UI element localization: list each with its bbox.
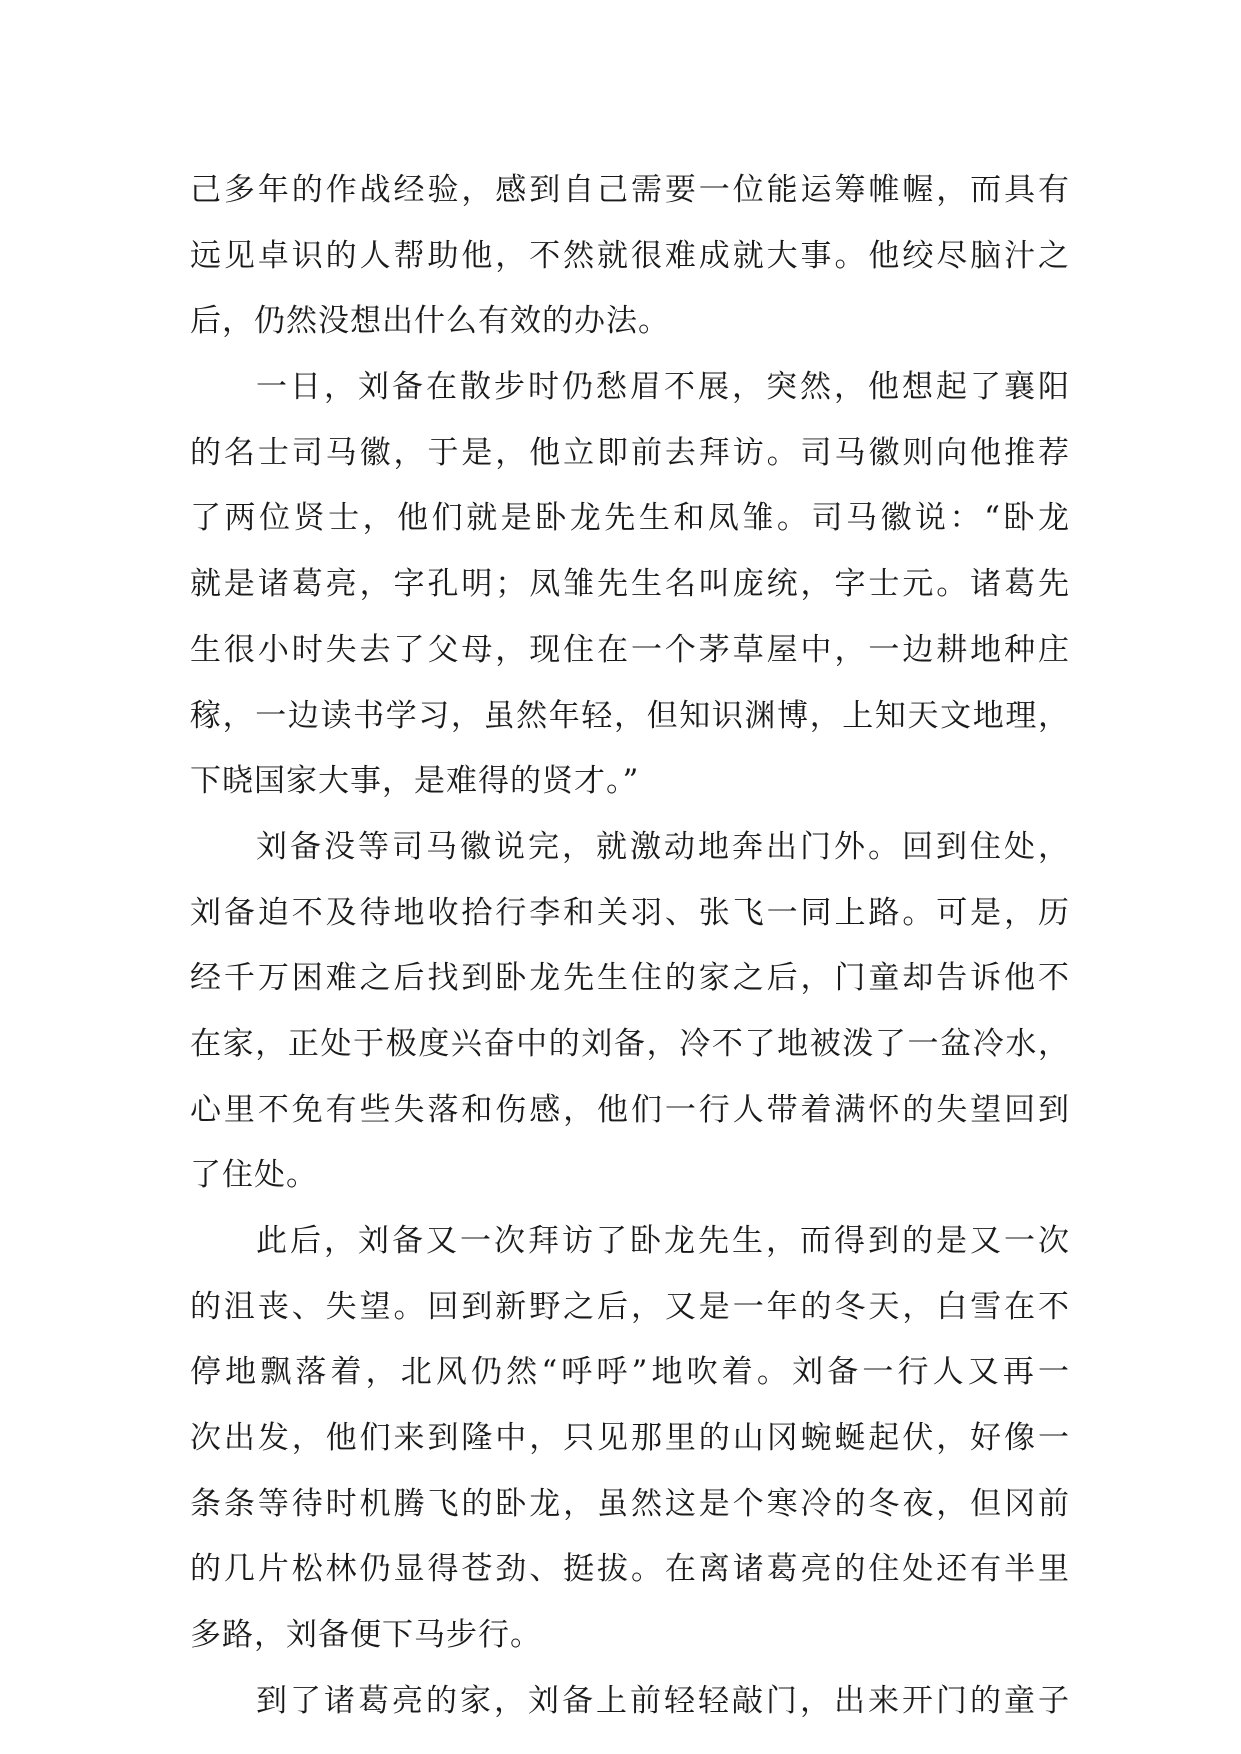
text-line: 生很小时失去了父母，现住在一个茅草屋中，一边耕地种庄 (190, 631, 1070, 668)
text-line: 远见卓识的人帮助他，不然就很难成就大事。他绞尽脑汁之 (190, 237, 1070, 274)
text-line: 停地飘落着，北风仍然“呼呼”地吹着。刘备一行人又再一 (190, 1354, 1070, 1391)
text-line: 的名士司马徽，于是，他立即前去拜访。司马徽则向他推荐 (190, 434, 1070, 471)
text-line: 到了诸葛亮的家，刘备上前轻轻敲门，出来开门的童子 (256, 1682, 1070, 1719)
text-line: 后，仍然没想出什么有效的办法。 (190, 303, 670, 340)
text-line: 在家，正处于极度兴奋中的刘备，冷不了地被泼了一盆冷水， (190, 1025, 1070, 1062)
text-line: 了两位贤士，他们就是卧龙先生和凤雏。司马徽说：“卧龙 (190, 500, 1070, 537)
text-line: 的沮丧、失望。回到新野之后，又是一年的冬天，白雪在不 (190, 1288, 1070, 1325)
document-body (190, 158, 1070, 1735)
text-line: 心里不免有些失落和伤感，他们一行人带着满怀的失望回到 (190, 1091, 1070, 1128)
text-line: 刘备迫不及待地收拾行李和关羽、张飞一同上路。可是，历 (190, 894, 1070, 931)
text-line: 一日，刘备在散步时仍愁眉不展，突然，他想起了襄阳 (256, 369, 1070, 406)
text-line: 就是诸葛亮，字孔明；凤雏先生名叫庞统，字士元。诸葛先 (190, 566, 1070, 603)
text-line: 的几片松林仍显得苍劲、挺拔。在离诸葛亮的住处还有半里 (190, 1551, 1070, 1588)
text-line: 经千万困难之后找到卧龙先生住的家之后，门童却告诉他不 (190, 960, 1070, 997)
text-line: 下晓国家大事，是难得的贤才。” (190, 763, 640, 800)
text-line: 稼，一边读书学习，虽然年轻，但知识渊博，上知天文地理， (190, 697, 1070, 734)
text-line: 此后，刘备又一次拜访了卧龙先生，而得到的是又一次 (256, 1223, 1070, 1259)
text-line: 次出发，他们来到隆中，只见那里的山冈蜿蜒起伏，好像一 (190, 1420, 1070, 1457)
text-line: 刘备没等司马徽说完，就激动地奔出门外。回到住处， (256, 828, 1070, 865)
text-line: 条条等待时机腾飞的卧龙，虽然这是个寒冷的冬夜，但冈前 (190, 1485, 1070, 1522)
text-line: 己多年的作战经验，感到自己需要一位能运筹帷幄，而具有 (190, 172, 1070, 208)
text-line: 了住处。 (190, 1157, 318, 1194)
text-line: 多路，刘备便下马步行。 (190, 1617, 542, 1654)
